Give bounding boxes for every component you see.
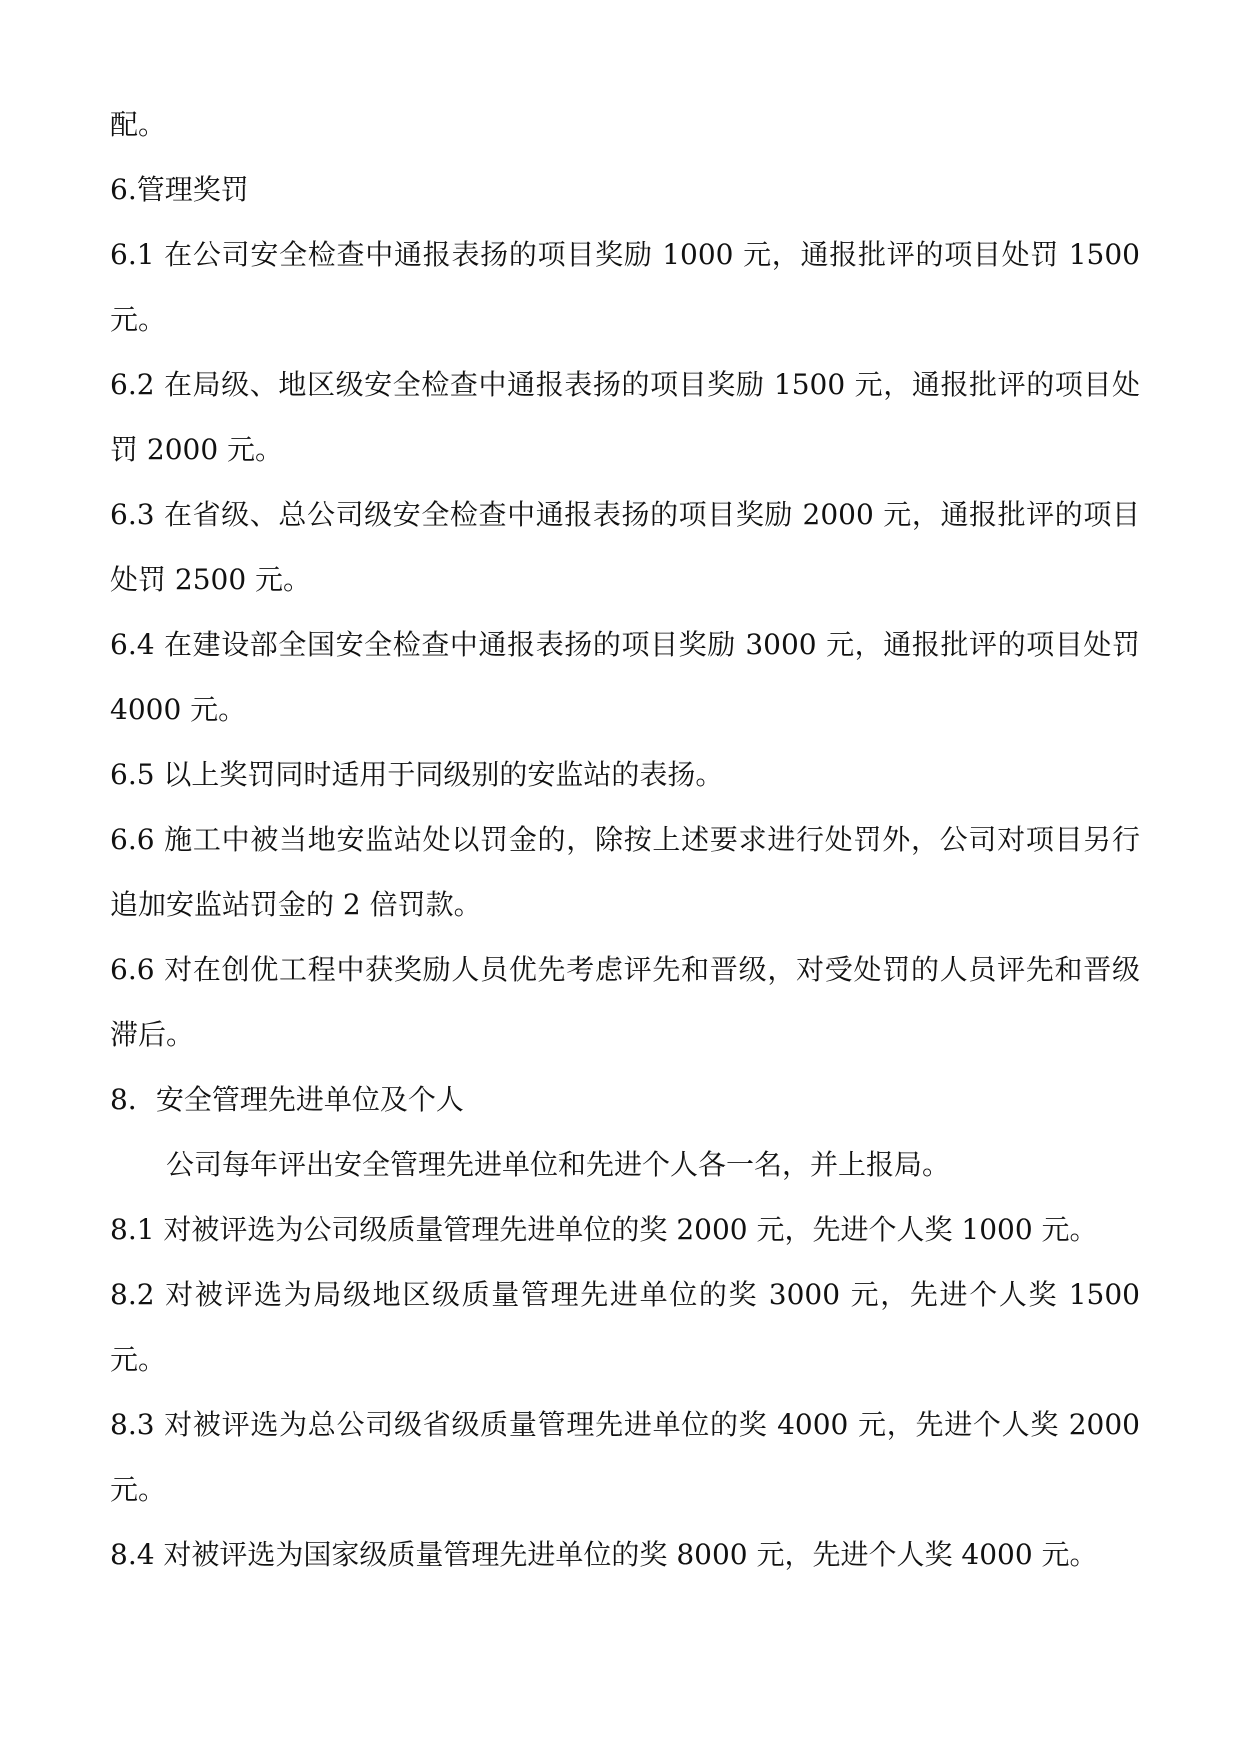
clause-6-2: 6.2 在局级、地区级安全检查中通报表扬的项目奖励 1500 元，通报批评的项目处罚 2000 元。 [110,368,1140,466]
section-heading-6: 6.管理奖罚 [110,173,249,206]
clause-6-1: 6.1 在公司安全检查中通报表扬的项目奖励 1000 元，通报批评的项目处罚 1500 元。 [110,238,1140,336]
clause-8-2: 8.2 对被评选为局级地区级质量管理先进单位的奖 3000 元，先进个人奖 1500 元。 [110,1278,1140,1376]
clause-6-6-b: 6.6 对在创优工程中获奖励人员优先考虑评先和晋级，对受处罚的人员评先和晋级滞后。 [110,953,1140,1051]
section-heading-8: 8．安全管理先进单位及个人 [110,1083,464,1116]
clause-8-1: 8.1 对被评选为公司级质量管理先进单位的奖 2000 元，先进个人奖 1000 元。 [110,1213,1098,1246]
document-body [110,92,1140,1587]
clause-8-3: 8.3 对被评选为总公司级省级质量管理先进单位的奖 4000 元，先进个人奖 2000 元。 [110,1408,1140,1506]
clause-8-4: 8.4 对被评选为国家级质量管理先进单位的奖 8000 元，先进个人奖 4000 元。 [110,1538,1098,1571]
section-8-intro: 公司每年评出安全管理先进单位和先进个人各一名，并上报局。 [166,1148,951,1181]
clause-6-4: 6.4 在建设部全国安全检查中通报表扬的项目奖励 3000 元，通报批评的项目处罚 4000 元。 [110,628,1140,726]
clause-6-5: 6.5 以上奖罚同时适用于同级别的安监站的表扬。 [110,758,724,791]
paragraph-continuation: 配。 [110,108,167,141]
clause-6-6-a: 6.6 施工中被当地安监站处以罚金的，除按上述要求进行处罚外，公司对项目另行追加安监站罚金的 2 倍罚款。 [110,823,1140,921]
clause-6-3: 6.3 在省级、总公司级安全检查中通报表扬的项目奖励 2000 元，通报批评的项目处罚 2500 元。 [110,498,1140,596]
